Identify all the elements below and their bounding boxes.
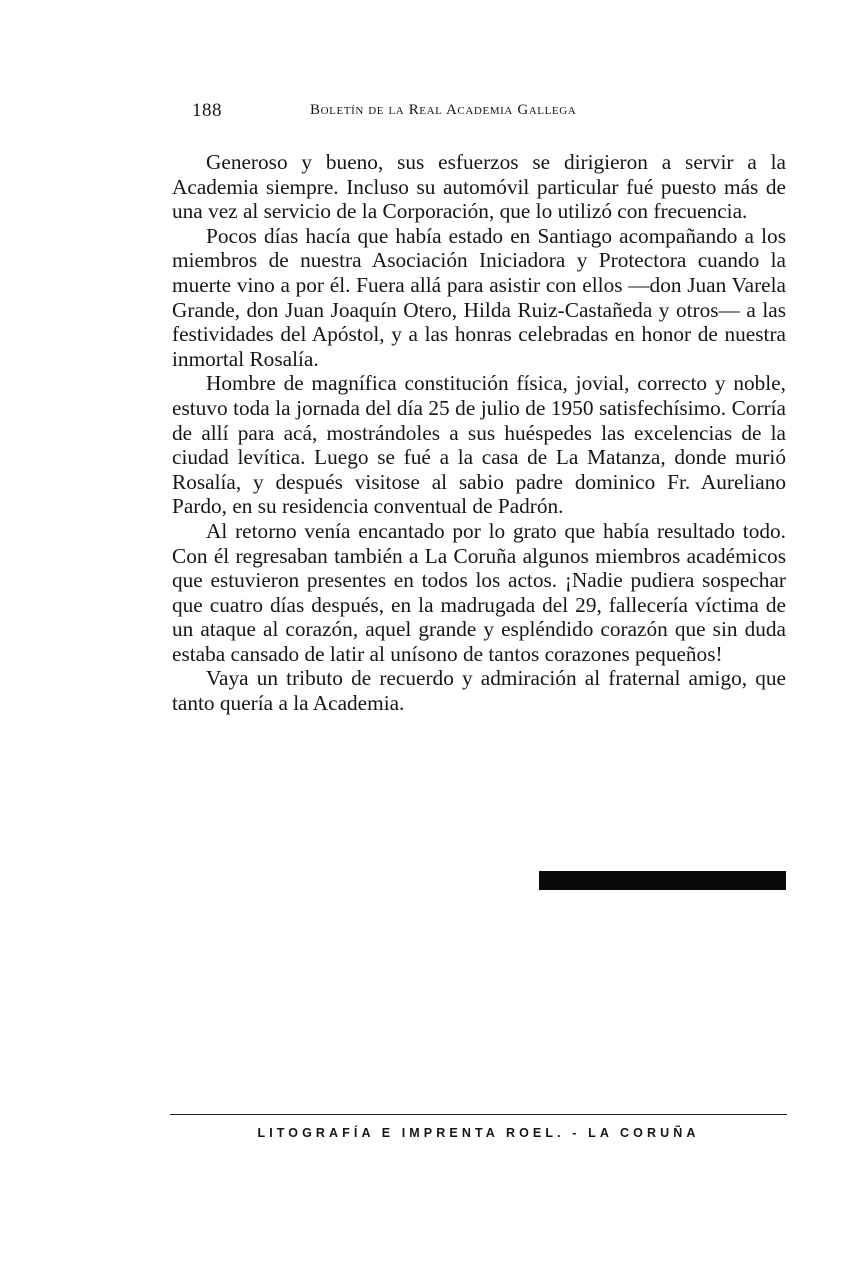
printer-imprint: LITOGRAFÍA E IMPRENTA ROEL. - LA CORUÑA — [257, 1126, 700, 1140]
paragraph: Hombre de magnífica constitución física, jovial, correcto y noble, estuvo toda la jornada del día 25 de julio de 1950 satisfechísimo. Corría de allí para acá, mostrándoles a sus huéspedes las excelencias de la ciudad levítica. Luego se fué a la casa de La Matanza, donde murió Rosalía, y después visitose al sabio padre dominico Fr. Aureliano Pardo, en su residencia conventual de Padrón. — [172, 371, 786, 519]
paragraph: Pocos días hacía que había estado en Santiago acompañando a los miembros de nuestra Asociación Iniciadora y Protectora cuando la muerte vino a por él. Fuera allá para asistir con ellos —don Juan Varela Grande, don Juan Joaquín Otero, Hilda Ruiz-Castañeda y otros— a las festividades del Apóstol, y a las honras celebradas en honor de nuestra inmortal Rosalía. — [172, 223, 786, 371]
page-number: 188 — [192, 100, 222, 121]
journal-title: Boletín de la Real Academia Gallega — [310, 102, 577, 118]
paragraph: Al retorno venía encantado por lo grato que había resultado todo. Con él regresaban también a La Coruña algunos miembros académicos que estuvieron presentes en todos los actos. ¡Nadie pudiera sospechar que cuatro días después, en la madrugada del 29, fallecería víctima de un ataque al corazón, aquel grande y espléndido corazón que sin duda estaba cansado de latir al unísono de tantos corazones pequeños! — [172, 518, 786, 666]
paragraph: Generoso y bueno, sus esfuerzos se dirigieron a servir a la Academia siempre. Incluso su automóvil particular fué puesto más de una vez al servicio de la Corporación, que lo utilizó con frecuencia. — [172, 150, 786, 224]
article-body — [172, 150, 786, 716]
running-head — [170, 98, 690, 128]
footer-rule — [170, 1114, 787, 1115]
redaction-bar — [539, 871, 786, 890]
paragraph: Vaya un tributo de recuerdo y admiración al fraternal amigo, que tanto quería a la Academia. — [172, 666, 786, 716]
